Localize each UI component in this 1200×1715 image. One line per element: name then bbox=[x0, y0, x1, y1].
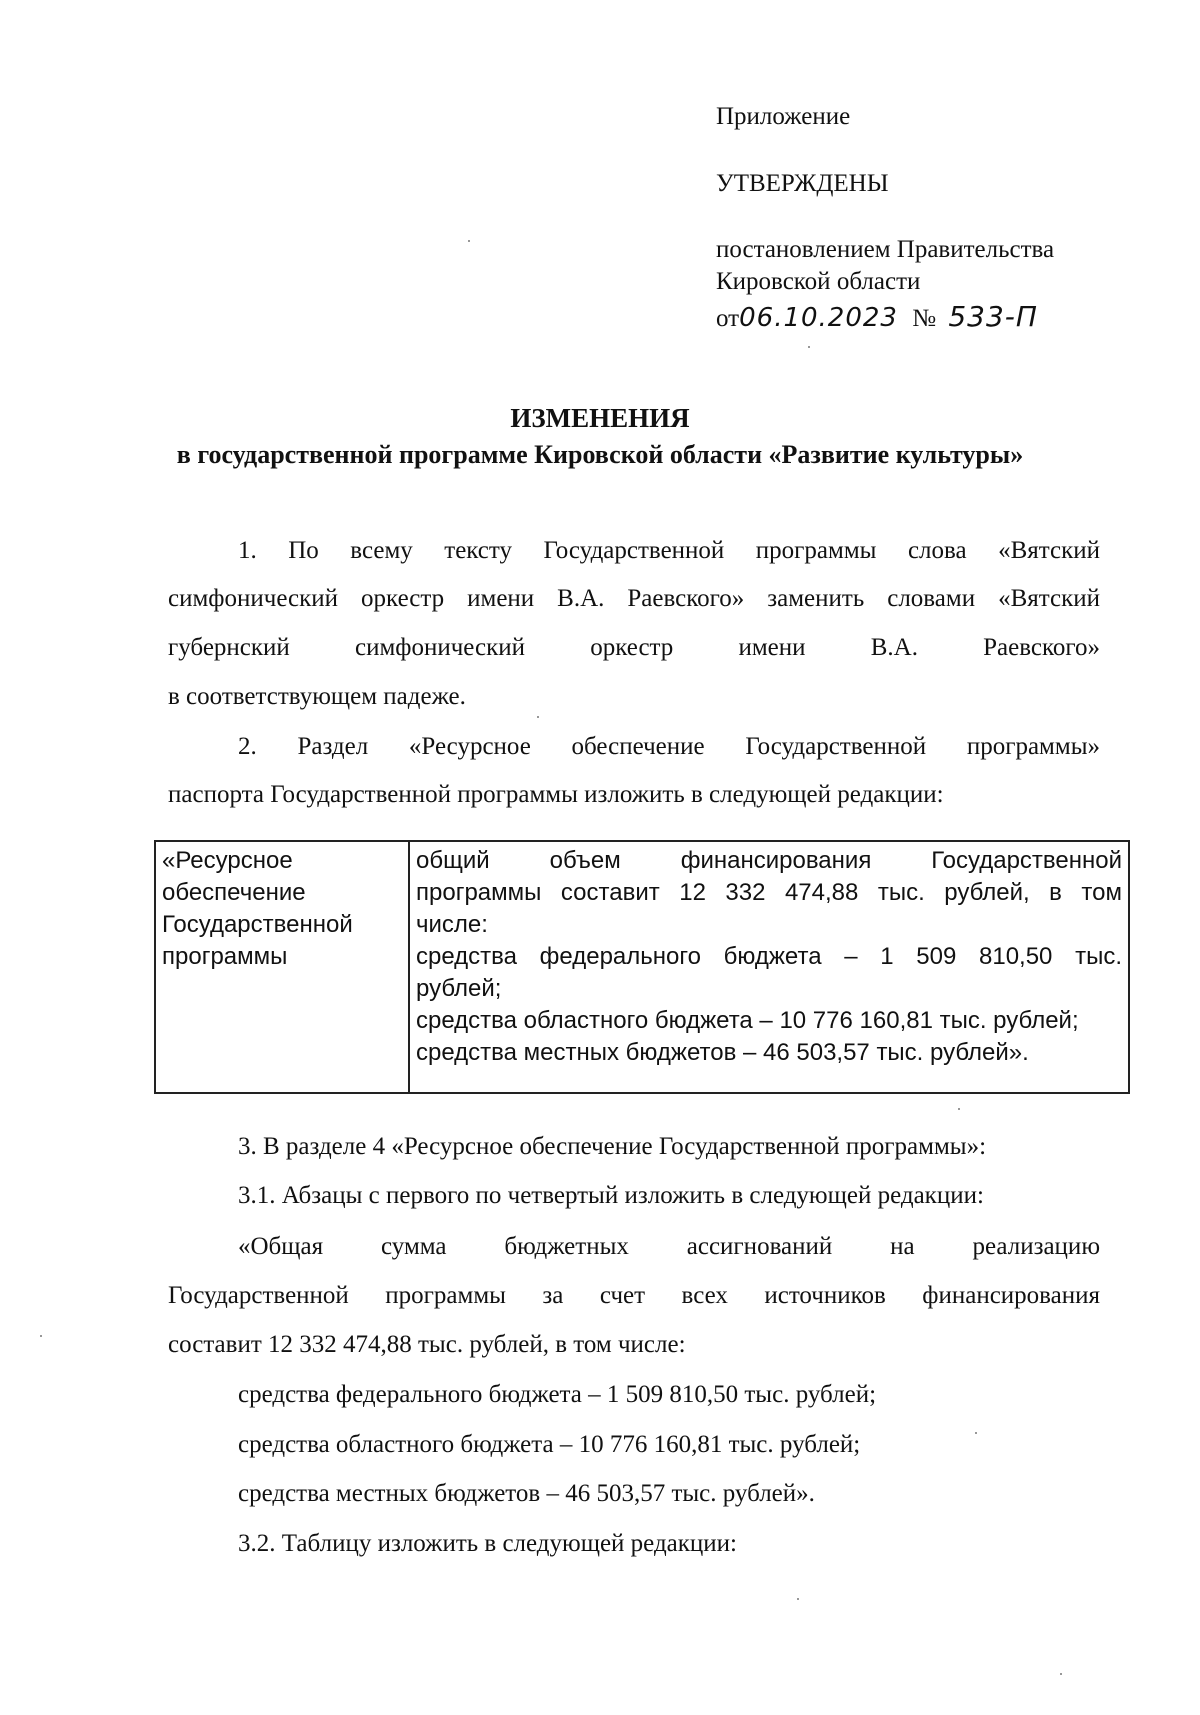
federal-budget-line: средства федерального бюджета – 1 509 810,50 тыс. рублей; bbox=[238, 1381, 877, 1408]
quote-line-2: Государственной программы за счет всех источников финансирования bbox=[168, 1282, 1100, 1309]
label-line: Государственной bbox=[162, 911, 353, 938]
label-line: программы bbox=[162, 943, 288, 970]
scan-speck bbox=[808, 346, 810, 348]
local-budget-line: средства местных бюджетов – 46 503,57 тыс. рублей». bbox=[238, 1480, 815, 1507]
value-line: средства местных бюджетов – 46 503,57 тыс. рублей». bbox=[416, 1039, 1029, 1066]
document-subtitle: в государственной программе Кировской области «Развитие культуры» bbox=[176, 440, 1024, 469]
scan-speck bbox=[1060, 1673, 1062, 1675]
scan-speck bbox=[537, 716, 539, 718]
scan-speck bbox=[40, 1335, 42, 1337]
value-line: числе: bbox=[416, 911, 488, 938]
value-line: общий объем финансирования Государственной bbox=[416, 847, 1122, 874]
item-3-1: 3.1. Абзацы с первого по четвертый изложить в следующей редакции: bbox=[238, 1182, 984, 1209]
table-row bbox=[155, 841, 1129, 1093]
paragraph-1-line-1: 1. По всему тексту Государственной программы слова «Вятский bbox=[238, 537, 1100, 564]
paragraph-1-line-2: симфонический оркестр имени В.А. Раевского» заменить словами «Вятский bbox=[168, 585, 1100, 612]
document-title: ИЗМЕНЕНИЯ bbox=[510, 403, 690, 433]
quote-line-3: составит 12 332 474,88 тыс. рублей, в том числе: bbox=[168, 1331, 686, 1358]
scan-speck bbox=[975, 1432, 977, 1434]
value-line: рублей; bbox=[416, 975, 502, 1002]
date-prefix: от bbox=[716, 305, 740, 332]
decree-date-line bbox=[716, 300, 1038, 333]
item-3-2: 3.2. Таблицу изложить в следующей редакции: bbox=[238, 1530, 737, 1557]
scan-speck bbox=[797, 1598, 799, 1600]
paragraph-1-line-3: губернский симфонический оркестр имени В.А. Раевского» bbox=[168, 634, 1100, 661]
quote-line-1: «Общая сумма бюджетных ассигнований на реализацию bbox=[238, 1233, 1100, 1260]
label-line: обеспечение bbox=[162, 879, 306, 906]
approved-label: УТВЕРЖДЕНЫ bbox=[716, 170, 889, 197]
section-3-intro: 3. В разделе 4 «Ресурсное обеспечение Государственной программы»: bbox=[238, 1133, 987, 1160]
value-line: программы составит 12 332 474,88 тыс. рублей, в том bbox=[416, 879, 1122, 906]
decree-line-1: постановлением Правительства bbox=[716, 236, 1055, 263]
resource-passport-table bbox=[154, 840, 1130, 1094]
paragraph-1-line-4: в соответствующем падеже. bbox=[168, 683, 466, 710]
scan-speck bbox=[468, 240, 470, 242]
value-line: средства федерального бюджета – 1 509 810,50 тыс. bbox=[416, 943, 1122, 970]
scan-speck bbox=[958, 1108, 960, 1110]
handwritten-number: 533-П bbox=[948, 300, 1038, 333]
regional-budget-line: средства областного бюджета – 10 776 160,81 тыс. рублей; bbox=[238, 1431, 861, 1458]
number-sign: № bbox=[912, 305, 937, 332]
label-line: «Ресурсное bbox=[162, 847, 293, 874]
paragraph-2-line-2: паспорта Государственной программы изложить в следующей редакции: bbox=[168, 781, 944, 808]
paragraph-2-line-1: 2. Раздел «Ресурсное обеспечение Государственной программы» bbox=[238, 733, 1100, 760]
value-line: средства областного бюджета – 10 776 160,81 тыс. рублей; bbox=[416, 1007, 1079, 1034]
decree-line-2: Кировской области bbox=[716, 268, 921, 295]
table-label-cell bbox=[155, 841, 409, 1093]
appendix-label: Приложение bbox=[716, 103, 851, 130]
handwritten-date: 06.10.2023 bbox=[739, 303, 898, 333]
table-value-cell bbox=[409, 841, 1129, 1093]
